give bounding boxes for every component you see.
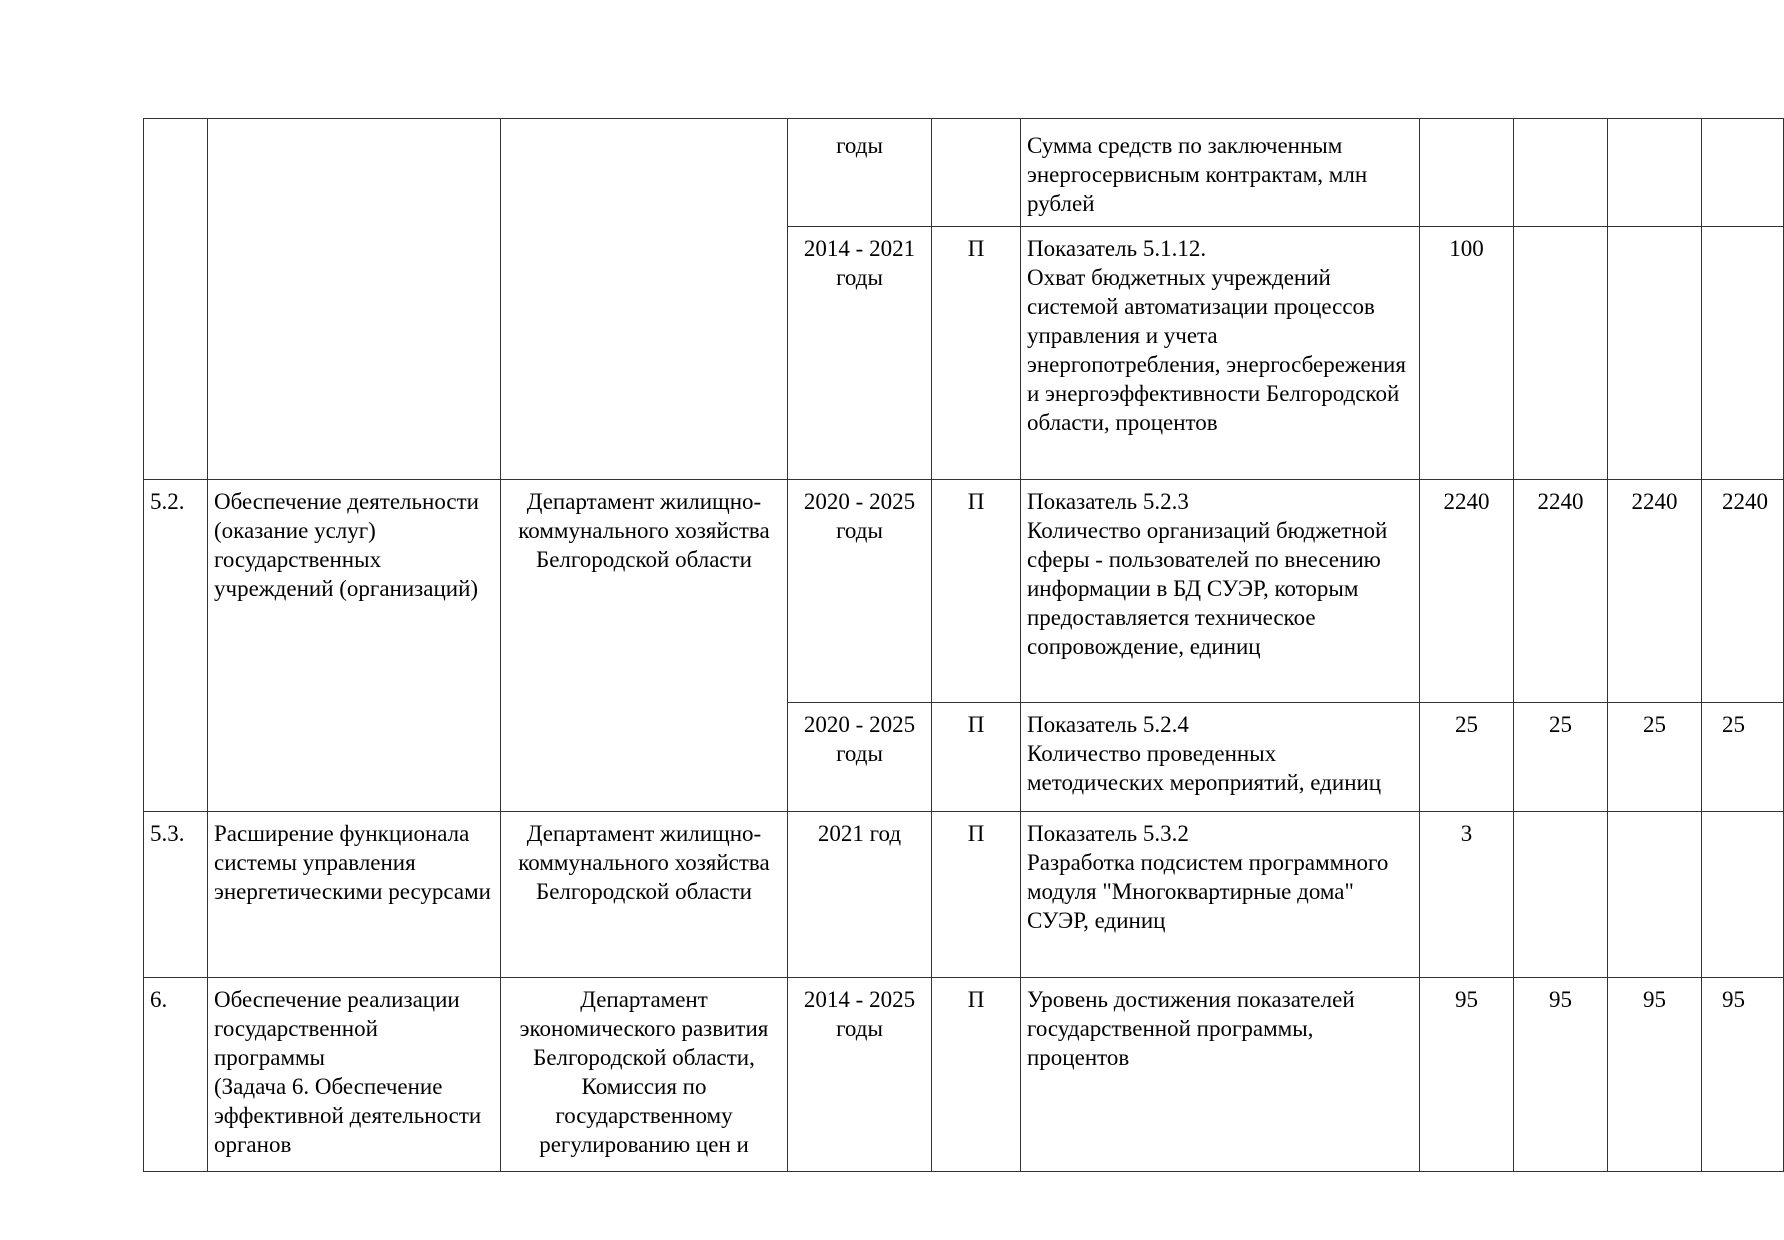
type: П — [932, 812, 1021, 978]
table-row — [144, 480, 1784, 703]
period: 2021 год — [788, 812, 932, 978]
indicator: Показатель 5.2.3 Количество организаций бюджетной сферы - пользователей по внесению информации в БД СУЭР, которым предоставляется техническое сопровождение, единиц — [1021, 480, 1420, 703]
event-name: Обеспечение реализации государственной программы (Задача 6. Обеспечение эффективной деятельности органов — [208, 978, 501, 1172]
type: П — [932, 703, 1021, 812]
event-name — [208, 119, 501, 480]
event-name: Обеспечение деятельности (оказание услуг) государственных учреждений (организаций) — [208, 480, 501, 812]
value-cell: 2240 — [1702, 480, 1784, 703]
value-cell: 2240 — [1420, 480, 1514, 703]
value-cell: 25 — [1420, 703, 1514, 812]
value-cell: 25 — [1702, 703, 1784, 812]
value-cell: 95 — [1420, 978, 1514, 1172]
value-cell — [1514, 227, 1608, 480]
value-cell: 95 — [1514, 978, 1608, 1172]
row-number — [144, 119, 208, 480]
indicator: Уровень достижения показателей государственной программы, процентов — [1021, 978, 1420, 1172]
value-cell: 3 — [1420, 812, 1514, 978]
table-row — [144, 978, 1784, 1172]
value-cell: 100 — [1420, 227, 1514, 480]
period: 2020 - 2025 годы — [788, 480, 932, 703]
period: годы — [788, 119, 932, 227]
row-number: 5.3. — [144, 812, 208, 978]
indicator: Сумма средств по заключенным энергосервисным контрактам, млн рублей — [1021, 119, 1420, 227]
type: П — [932, 480, 1021, 703]
value-cell: 25 — [1514, 703, 1608, 812]
value-cell — [1702, 812, 1784, 978]
indicator: Показатель 5.3.2 Разработка подсистем программного модуля "Многоквартирные дома" СУЭР, единиц — [1021, 812, 1420, 978]
program-indicators-table — [143, 118, 1784, 1172]
value-cell: 95 — [1608, 978, 1702, 1172]
value-cell: 95 — [1702, 978, 1784, 1172]
table-wrapper — [143, 118, 1768, 1172]
value-cell: 2240 — [1608, 480, 1702, 703]
event-name: Расширение функционала системы управления энергетическими ресурсами — [208, 812, 501, 978]
type — [932, 119, 1021, 227]
value-cell — [1514, 119, 1608, 227]
value-cell — [1702, 227, 1784, 480]
period: 2014 - 2025 годы — [788, 978, 932, 1172]
type: П — [932, 227, 1021, 480]
value-cell: 25 — [1608, 703, 1702, 812]
executor: Департамент жилищно-коммунального хозяйства Белгородской области — [501, 480, 788, 812]
table-row — [144, 812, 1784, 978]
row-number: 5.2. — [144, 480, 208, 812]
value-cell: 2240 — [1514, 480, 1608, 703]
indicator: Показатель 5.1.12. Охват бюджетных учреждений системой автоматизации процессов управления и учета энергопотребления, энергосбережения и энергоэффективности Белгородской области, процентов — [1021, 227, 1420, 480]
executor: Департамент экономического развития Белгородской области, Комиссия по государственному регулированию цен и — [501, 978, 788, 1172]
period: 2014 - 2021 годы — [788, 227, 932, 480]
type: П — [932, 978, 1021, 1172]
value-cell — [1608, 227, 1702, 480]
value-cell — [1420, 119, 1514, 227]
period: 2020 - 2025 годы — [788, 703, 932, 812]
value-cell — [1608, 812, 1702, 978]
value-cell — [1608, 119, 1702, 227]
value-cell — [1514, 812, 1608, 978]
indicator: Показатель 5.2.4 Количество проведенных методических мероприятий, единиц — [1021, 703, 1420, 812]
executor — [501, 119, 788, 480]
row-number: 6. — [144, 978, 208, 1172]
value-cell — [1702, 119, 1784, 227]
table-row — [144, 119, 1784, 227]
executor: Департамент жилищно-коммунального хозяйства Белгородской области — [501, 812, 788, 978]
